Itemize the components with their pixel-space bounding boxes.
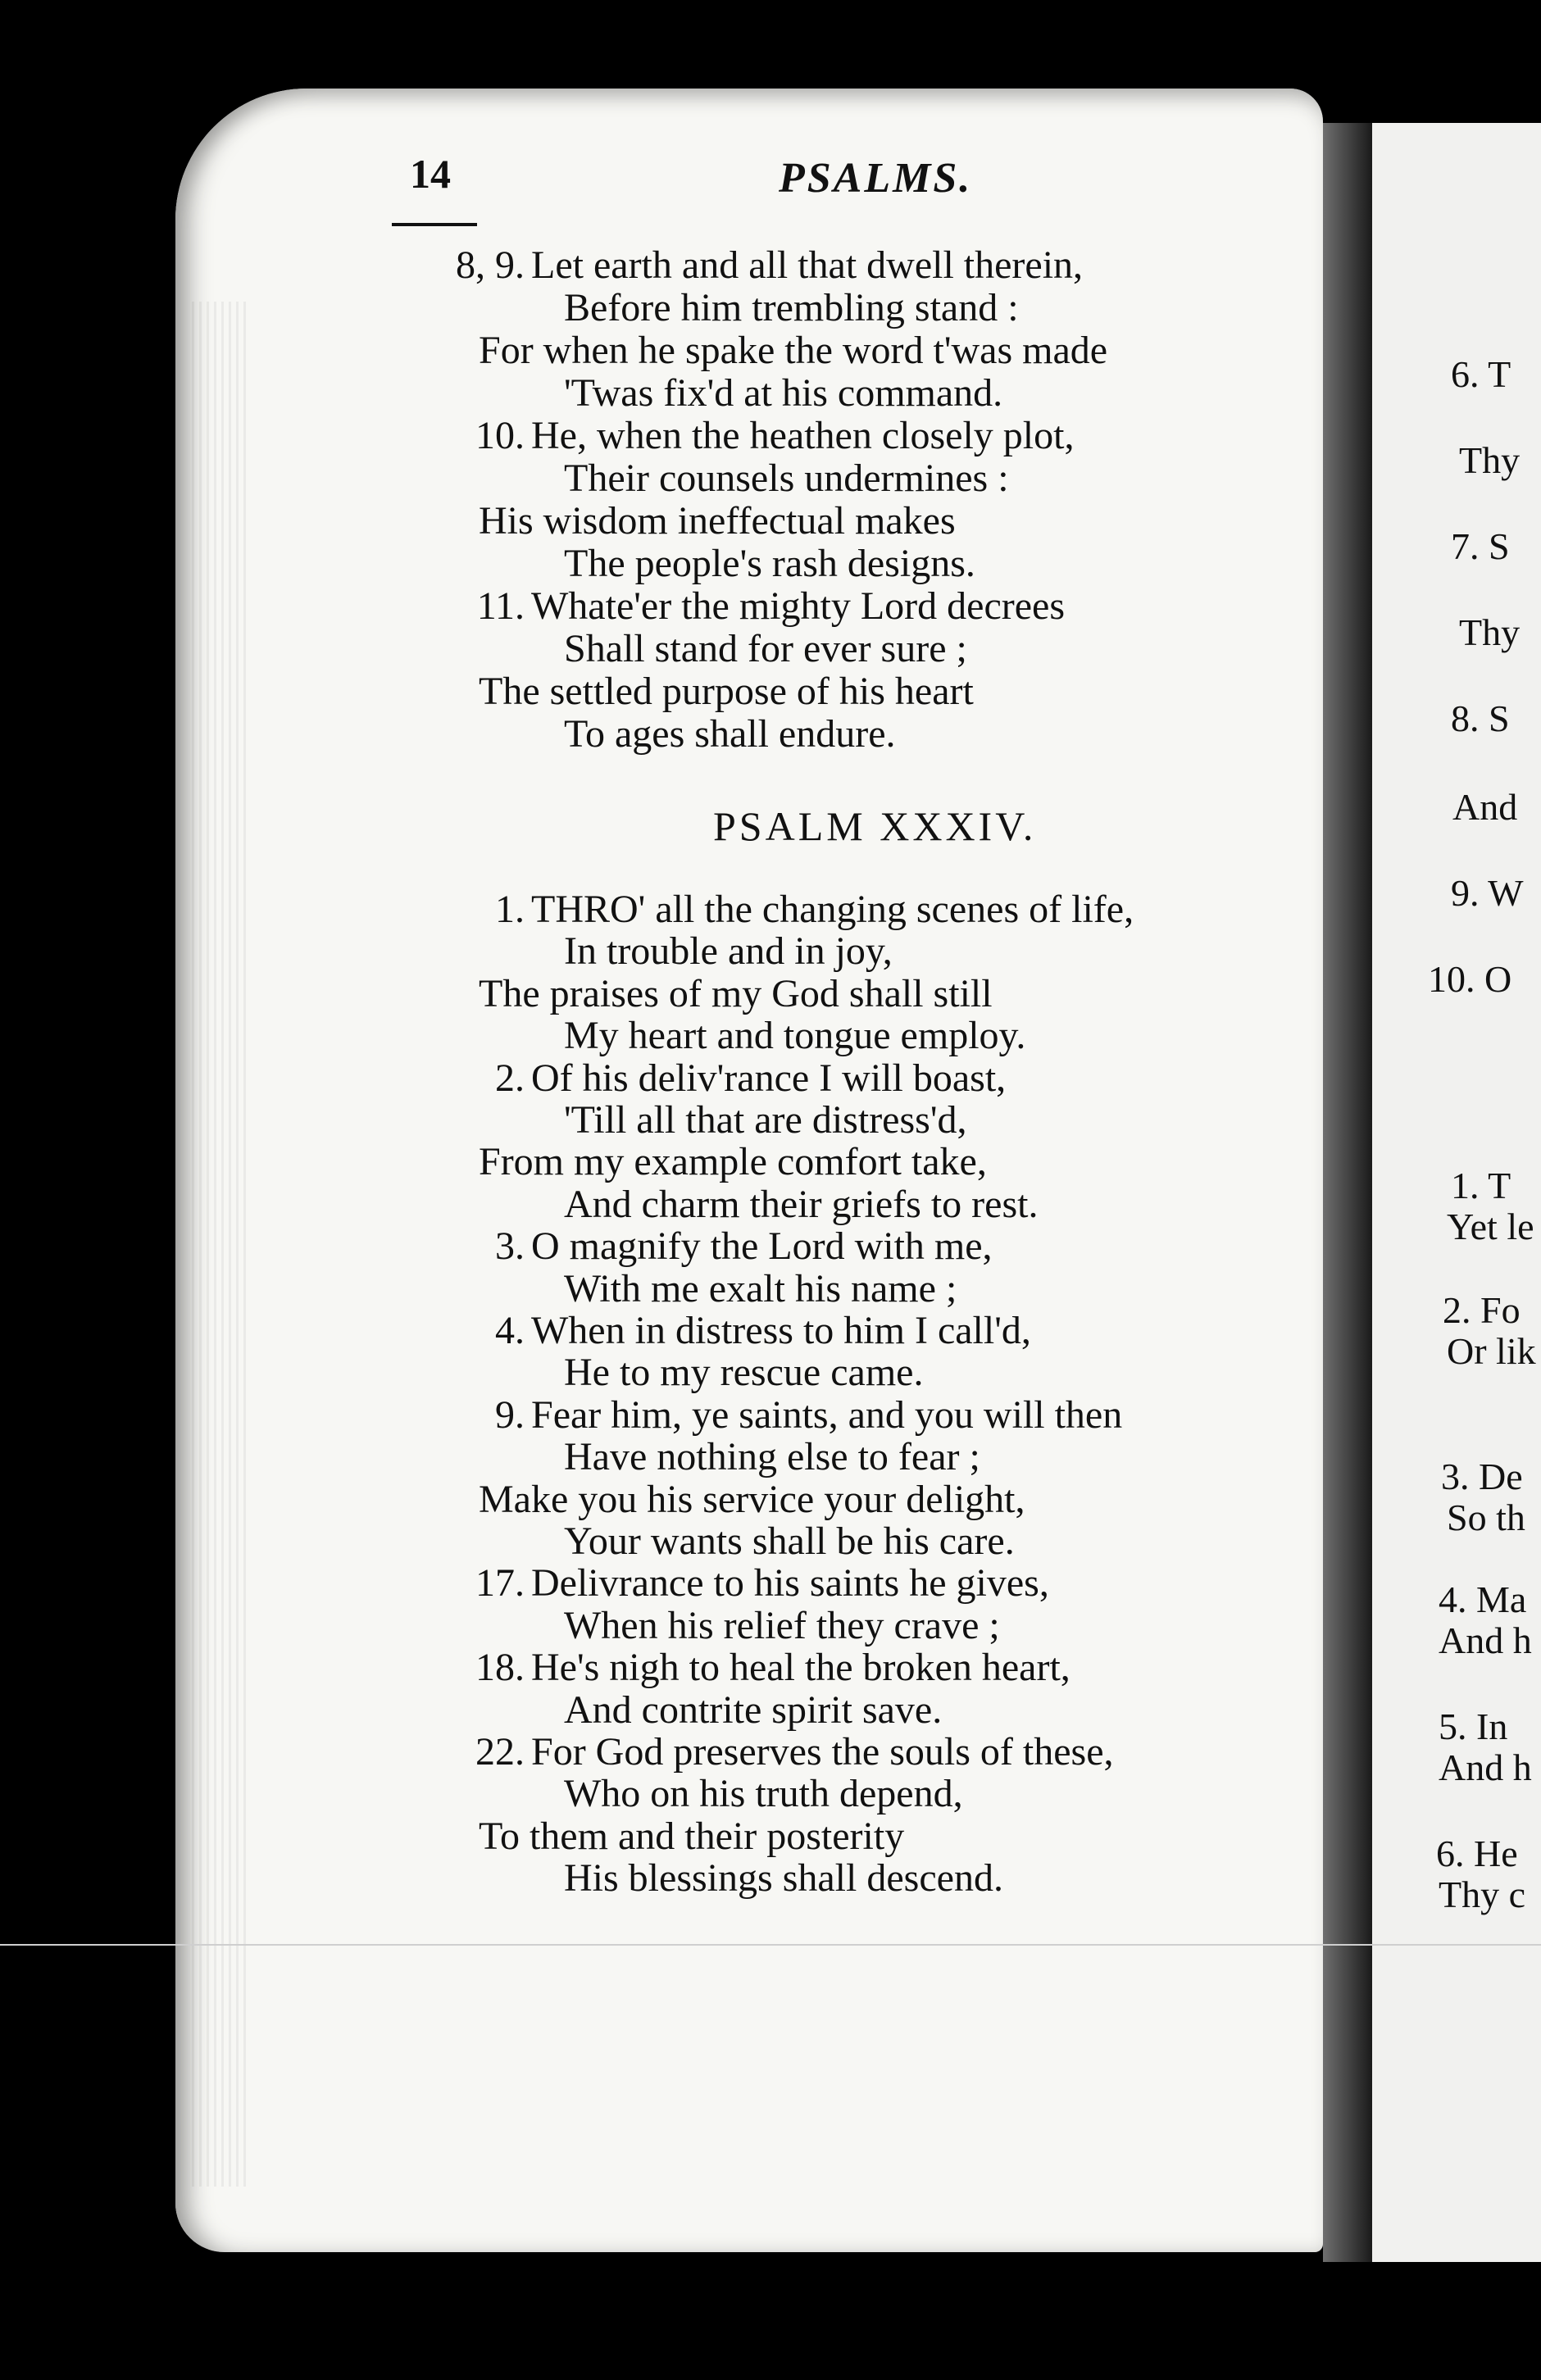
verse-line: The praises of my God shall still (479, 971, 993, 1015)
right-page-text-fragment: And h (1439, 1619, 1532, 1661)
verse-line: For when he spake the word t'was made (479, 329, 1108, 372)
right-page-text-fragment: 8. S (1451, 697, 1510, 739)
verse-line: He's nigh to heal the broken heart, (531, 1646, 1071, 1690)
right-page-text-fragment: 6. T (1451, 353, 1511, 395)
right-page-text-fragment: 2. Fo (1443, 1289, 1521, 1331)
right-page-text-fragment: 7. S (1451, 525, 1510, 567)
verse-line: From my example comfort take, (479, 1140, 987, 1184)
right-page-text-fragment: And (1452, 786, 1518, 828)
verse-number: 10. (475, 414, 525, 457)
verse-line: The people's rash designs. (564, 542, 975, 585)
verse-line: Fear him, ye saints, and you will then (531, 1392, 1123, 1437)
verse-line: He to my rescue came. (564, 1351, 924, 1395)
verse-number: 18. (475, 1646, 525, 1690)
verse-number: 2. (495, 1056, 525, 1100)
right-page-text-fragment: Thy (1459, 439, 1521, 481)
verse-line: When in distress to him I call'd, (531, 1309, 1031, 1352)
verse-number: 1. (495, 888, 525, 931)
verse-line: THRO' all the changing scenes of life, (531, 888, 1134, 931)
page-number: 14 (410, 151, 451, 197)
right-page-text-fragment: 1. T (1451, 1165, 1511, 1206)
right-page-text-fragment: Thy (1459, 611, 1521, 653)
verse-line: Whate'er the mighty Lord decrees (531, 584, 1066, 628)
verse-line: Of his deliv'rance I will boast, (531, 1056, 1007, 1100)
right-page-text-fragment: So th (1447, 1497, 1525, 1538)
verse-line: The settled purpose of his heart (479, 670, 974, 713)
right-page-text-fragment: Or lik (1447, 1330, 1536, 1372)
verse-line: Who on his truth depend, (564, 1772, 963, 1816)
verse-number: 11. (476, 584, 525, 628)
verse-line: With me exalt his name ; (564, 1266, 957, 1310)
verse-line: And contrite spirit save. (564, 1687, 943, 1732)
verse-line: Let earth and all that dwell therein, (531, 243, 1084, 287)
scan-line (0, 1944, 1541, 1946)
verse-line: Have nothing else to fear ; (564, 1435, 980, 1479)
right-page-text-fragment: 10. O (1428, 958, 1512, 1000)
verse-line: Their counsels undermines : (564, 456, 1009, 500)
verse-number: 4. (495, 1309, 525, 1352)
verse-number: 17. (475, 1561, 525, 1606)
verse-line: 'Twas fix'd at his command. (564, 371, 1003, 415)
right-page-text-fragment: And h (1439, 1746, 1532, 1788)
verse-number: 9. (495, 1392, 525, 1437)
verse-line: Delivrance to his saints he gives, (531, 1561, 1049, 1606)
verse-line: In trouble and in joy, (564, 929, 893, 974)
right-page-text-fragment: 3. De (1441, 1456, 1523, 1497)
page-number-rule (392, 223, 477, 226)
right-page-text-fragment: 6. He (1436, 1833, 1518, 1874)
right-page-text-fragment: 9. W (1451, 872, 1524, 914)
verse-line: To ages shall endure. (564, 712, 896, 756)
verse-line: 'Till all that are distress'd, (564, 1098, 967, 1142)
verse-line: His blessings shall descend. (564, 1856, 1003, 1901)
right-page-text-fragment: Yet le (1447, 1206, 1534, 1247)
verse-number: 3. (495, 1224, 525, 1269)
verse-line: For God preserves the souls of these, (531, 1730, 1114, 1774)
verse-line: My heart and tongue employ. (564, 1014, 1026, 1058)
verse-line: To them and their posterity (479, 1814, 905, 1858)
right-page-text-fragment: 4. Ma (1439, 1578, 1527, 1620)
psalm-34-heading: PSALM XXXIV. (713, 803, 1037, 849)
verse-number: 8, 9. (456, 243, 525, 287)
right-page-text-fragment: Thy c (1439, 1874, 1526, 1915)
verse-line: O magnify the Lord with me, (531, 1224, 993, 1269)
verse-line: He, when the heathen closely plot, (531, 414, 1075, 457)
verse-line: Shall stand for ever sure ; (564, 627, 967, 670)
running-head: PSALMS. (779, 155, 973, 202)
verse-line: His wisdom ineffectual makes (479, 499, 956, 543)
verse-number: 22. (475, 1730, 525, 1774)
verse-line: Make you his service your delight, (479, 1477, 1025, 1521)
verse-line: When his relief they crave ; (564, 1603, 1000, 1647)
verse-line: Your wants shall be his care. (564, 1519, 1015, 1563)
verse-line: And charm their griefs to rest. (564, 1182, 1039, 1226)
verse-line: Before him trembling stand : (564, 286, 1019, 329)
book-gutter (1323, 123, 1372, 2262)
right-page-text-fragment: 5. In (1439, 1706, 1508, 1747)
